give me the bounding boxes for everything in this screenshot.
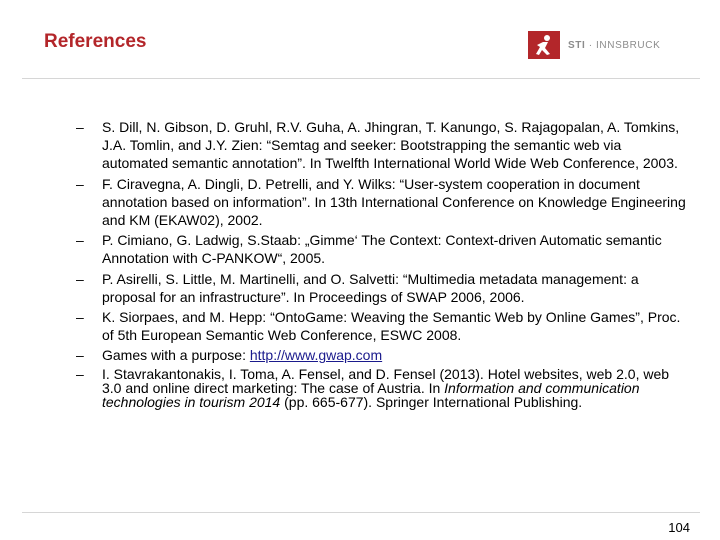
list-dash: – xyxy=(76,309,84,326)
logo-wordmark xyxy=(568,40,660,51)
list-dash: – xyxy=(76,270,84,287)
list-dash: – xyxy=(76,232,84,249)
reference-item xyxy=(76,118,688,173)
reference-italic-title: Information and communication technologies in tourism 2014 xyxy=(102,379,640,410)
logo-brand: STI xyxy=(568,39,586,51)
reference-text: Games with a purpose: xyxy=(102,347,250,364)
reference-item xyxy=(76,308,688,344)
reference-text: P. Asirelli, S. Little, M. Martinelli, and O. Salvetti: “Multimedia metadata management: a proposal for an infrastructure”. In Proceedings of SWAP 2006, 2006. xyxy=(102,270,639,305)
reference-item xyxy=(76,346,688,364)
logo-place: INNSBRUCK xyxy=(596,39,661,51)
reference-text: F. Ciravegna, A. Dingli, D. Petrelli, and Y. Wilks: “User-system cooperation in document annotation based on information”. In 13th International Conference on Knowledge Engineering and KM (EKAW02), 2002. xyxy=(102,175,686,229)
list-dash: – xyxy=(76,119,84,135)
reference-text: S. Dill, N. Gibson, D. Gruhl, R.V. Guha, A. Jhingran, T. Kanungo, S. Rajagopalan, A. Tomkins, J.A. Tomlin, and J.Y. Zien: “Semtag and seeker: Bootstrapping the semantic web via automated semantic annotation”. In Twelfth International World Wide Web Conference, 2003. xyxy=(102,119,680,172)
page-number: 104 xyxy=(668,520,690,535)
reference-text: P. Cimiano, G. Ladwig, S.Staab: „Gimme‘ The Context: Context-driven Automatic semantic Annotation with C-PANKOW“, 2005. xyxy=(102,232,662,267)
reference-item xyxy=(76,175,688,230)
list-dash: – xyxy=(76,347,84,364)
reference-text: (pp. 665-677). Springer International Publishing. xyxy=(280,393,583,410)
reference-item xyxy=(76,367,688,409)
logo-separator: · xyxy=(585,39,597,51)
list-dash: – xyxy=(76,365,84,382)
gwap-link[interactable]: http://www.gwap.com xyxy=(249,347,383,364)
sti-innsbruck-logo xyxy=(528,31,660,59)
reference-item xyxy=(76,270,688,306)
header-divider xyxy=(22,78,700,79)
reference-text: K. Siorpaes, and M. Hepp: “OntoGame: Weaving the Semantic Web by Online Games”, Proc. of 5th European Semantic Web Conference, ESWC 2008. xyxy=(102,309,681,344)
reference-item xyxy=(76,231,688,267)
slide-title: References xyxy=(44,31,147,52)
list-dash: – xyxy=(76,175,84,192)
reference-list xyxy=(76,118,688,411)
footer-divider xyxy=(22,512,700,513)
sti-logo-icon xyxy=(528,31,560,59)
reference-text: I. Stavrakantonakis, I. Toma, A. Fensel, and D. Fensel (2013). Hotel websites, web 2.0, web 3.0 and online direct marketing: The case of Austria. In xyxy=(102,365,670,396)
